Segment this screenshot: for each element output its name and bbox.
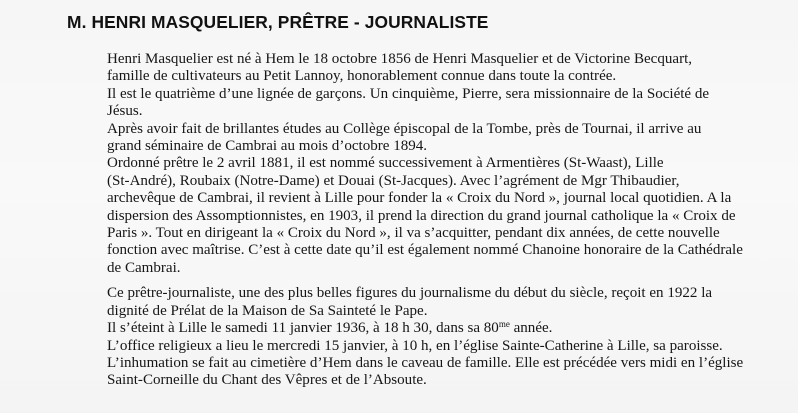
text-line: Ordonné prêtre le 2 avril 1881, il est nommé successivement à Armentières (St-Waast), Lille [107, 155, 664, 172]
text-line: dispersion des Assomptionnistes, en 1903, il prend la direction du grand journal catholique la « Croix de [107, 207, 736, 224]
text-line: Paris ». Tout en dirigeant la « Croix du Nord », il va s’acquitter, pendant dix années, de cette nouvelle [107, 225, 720, 242]
paragraph-funeral [89, 338, 749, 390]
text-line: L’office religieux a lieu le mercredi 15 janvier, à 10 h, en l’église Sainte-Catherine à Lille, sa paroisse. [107, 337, 723, 354]
text-line: Après avoir fait de brillantes études au Collège épiscopal de la Tombe, près de Tournai, il arrive au [107, 120, 702, 137]
article-title: M. HENRI MASQUELIER, PRÊTRE - JOURNALISTE [67, 12, 489, 32]
text-line: Ce prêtre-journaliste, une des plus belles figures du journalisme du début du siècle, reçoit en 1922 la [107, 285, 713, 302]
paragraph-birth [89, 51, 749, 86]
text-line: de Cambrai. [107, 259, 181, 276]
text-line: Henri Masquelier est né à Hem le 18 octobre 1856 de Henri Masquelier et de Victorine Becquart, [107, 51, 693, 67]
ordinal-suffix: me [498, 319, 510, 330]
text-line: famille de cultivateurs au Petit Lannoy, honorablement connue dans toute la contrée. [107, 68, 617, 85]
text-line: grand séminaire de Cambrai au mois d’octobre 1894. [107, 138, 428, 155]
paragraph-honor [89, 285, 749, 320]
paragraph-death [89, 320, 749, 337]
article-body [89, 51, 749, 390]
text-line: fonction avec maîtrise. C’est à cette date qu’il est également nommé Chanoine honoraire de la Cathédrale [107, 242, 743, 259]
death-line-end: année. [509, 320, 553, 337]
text-line: (St-André), Roubaix (Notre-Dame) et Douai (St-Jacques). Avec l’agrément de Mgr Thibaudier, [107, 172, 680, 189]
text-line: Jésus. [107, 103, 143, 120]
death-line-text: Il s’éteint à Lille le samedi 11 janvier 1936, à 18 h 30, dans sa 80 [107, 320, 499, 337]
text-line: dignité de Prélat de la Maison de Sa Sainteté le Pape. [107, 302, 428, 319]
paragraph-education [89, 121, 749, 156]
paragraph-career [89, 155, 749, 277]
text-line: archevêque de Cambrai, il revient à Lille pour fonder la « Croix du Nord », journal local quotidien. A la [107, 190, 732, 207]
text-line: L’inhumation se fait au cimetière d’Hem dans le caveau de famille. Elle est précédée vers midi en l’église [107, 354, 744, 371]
paragraph-family [89, 86, 749, 121]
text-line: Il est le quatrième d’une lignée de garçons. Un cinquième, Pierre, sera missionnaire de la Société de [107, 85, 710, 102]
text-line [89, 320, 749, 337]
text-line: Saint-Corneille du Chant des Vêpres et de l’Absoute. [107, 372, 427, 389]
